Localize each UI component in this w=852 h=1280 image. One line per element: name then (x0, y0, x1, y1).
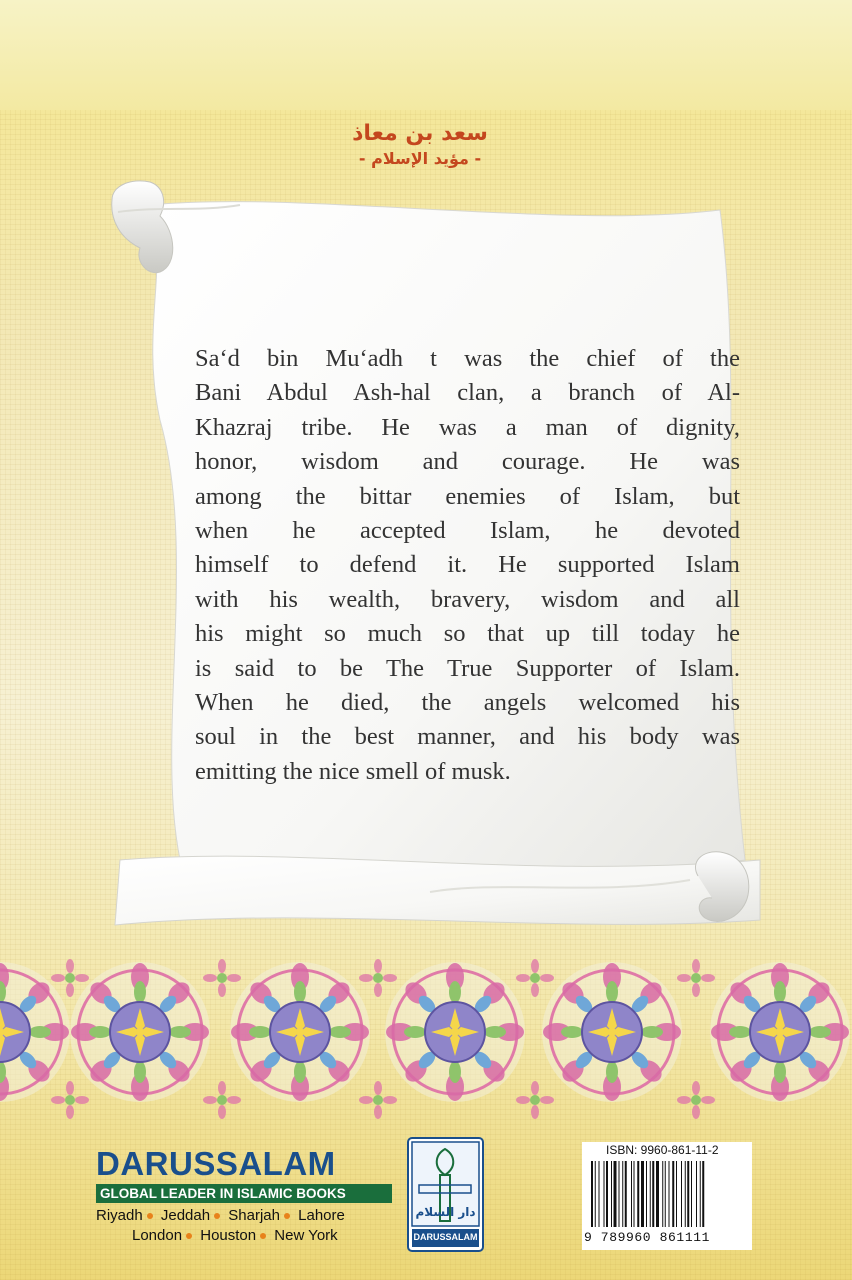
logo-caption: DARUSSALAM (413, 1232, 478, 1242)
barcode-bar (685, 1161, 686, 1227)
blurb-line: Bani Abdul Ash-hal clan, a branch of Al- (195, 379, 740, 407)
blurb-line: among the bittar enemies of Islam, but (195, 482, 740, 510)
city-name: Riyadh (96, 1207, 143, 1224)
blurb-line: Khazraj tribe. He was a man of dignity, (195, 413, 740, 441)
barcode-bar (676, 1161, 677, 1227)
barcode-bar (700, 1161, 701, 1227)
publisher-tagline: GLOBAL LEADER IN ISLAMIC BOOKS (96, 1184, 392, 1203)
arabic-subtitle-line: - مؤيد الإسلام - (358, 149, 482, 168)
city-list-row (96, 1206, 396, 1226)
bullet-dot-icon (284, 1213, 290, 1219)
blurb-line: his might so much so that up till today he (195, 620, 740, 648)
blurb-line: Sa‘d bin Mu‘adh t was the chief of the (195, 345, 740, 372)
isbn-barcode-block (582, 1142, 752, 1250)
floral-ornament-band (0, 950, 852, 1135)
blurb-text (195, 342, 740, 789)
barcode-bar (696, 1161, 697, 1227)
blurb-line: when he accepted Islam, he devoted (195, 517, 740, 545)
publisher-name: DARUSSALAM (96, 1145, 336, 1182)
arabic-title-line: سعد بن معاذ (352, 121, 488, 146)
blurb-line: emitting the nice smell of musk. (195, 757, 511, 785)
barcode-bar (681, 1161, 682, 1227)
blurb-line: with his wealth, bravery, wisdom and all (195, 585, 740, 613)
city-name: Lahore (298, 1207, 345, 1224)
blurb-line: himself to defend it. He supported Islam (195, 551, 740, 579)
city-name: Jeddah (160, 1207, 211, 1224)
barcode-bar (619, 1161, 620, 1227)
barcode-bar (634, 1161, 635, 1227)
barcode (587, 1161, 747, 1229)
isbn-label: ISBN: 9960-861-11-2 (606, 1143, 719, 1157)
city-list-row (96, 1226, 396, 1246)
blurb-line: is said to be The True Supporter of Islam. (195, 654, 740, 682)
barcode-bar (656, 1161, 659, 1227)
barcode-bar (622, 1161, 623, 1227)
barcode-bar (595, 1161, 596, 1227)
blurb-line: soul in the best manner, and his body was (195, 723, 740, 751)
barcode-bar (599, 1161, 600, 1227)
barcode-bar (652, 1161, 654, 1227)
barcode-bar (625, 1161, 627, 1227)
bullet-dot-icon (147, 1213, 153, 1219)
barcode-bar (637, 1161, 639, 1227)
barcode-bar (641, 1161, 644, 1227)
bullet-dot-icon (186, 1233, 192, 1239)
publisher-block (96, 1146, 396, 1246)
barcode-bar (669, 1161, 670, 1227)
bullet-dot-icon (214, 1213, 220, 1219)
logo-arabic-text: دار السلام (415, 1205, 476, 1219)
barcode-bar (691, 1161, 692, 1227)
barcode-bar (606, 1161, 608, 1227)
city-name: Sharjah (228, 1207, 280, 1224)
barcode-bar (646, 1161, 647, 1227)
barcode-bar (687, 1161, 689, 1227)
barcode-bar (591, 1161, 593, 1227)
barcode-bar (665, 1161, 666, 1227)
barcode-bar (702, 1161, 704, 1227)
barcode-bar (604, 1161, 605, 1227)
barcode-bar (672, 1161, 674, 1227)
barcode-bar (631, 1161, 632, 1227)
barcode-bar (614, 1161, 617, 1227)
barcode-bar (650, 1161, 651, 1227)
city-name: Houston (200, 1227, 257, 1244)
barcode-bar (611, 1161, 612, 1227)
barcode-digits: 9 789960 861111 (584, 1230, 711, 1245)
city-name: New York (274, 1227, 338, 1244)
blurb-line: honor, wisdom and courage. He was (195, 448, 740, 476)
blurb-line: When he died, the angels welcomed his (195, 689, 740, 717)
barcode-bar (662, 1161, 663, 1227)
city-name: London (132, 1227, 183, 1244)
bullet-dot-icon (260, 1233, 266, 1239)
